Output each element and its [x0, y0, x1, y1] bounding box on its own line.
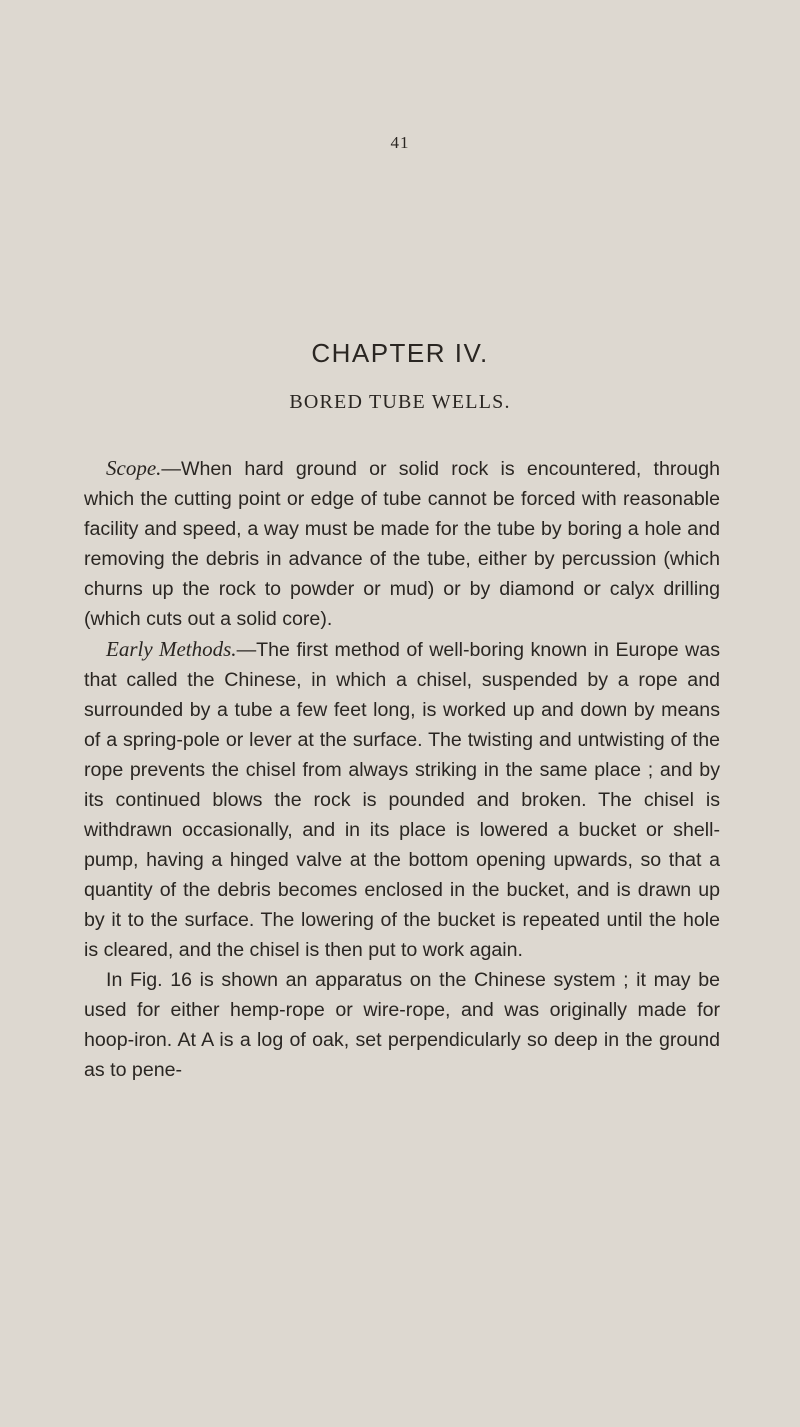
paragraph-text: —The first method of well-boring known in Europe was that called the Chinese, in which a chisel, suspended by a rope and surrounded by a tube a few feet long, is worked up and down by means of a spring-pole or lever at the surface. The twisting and untwisting of the rope prevents the chisel from always striking in the same place ; and by its continued blows the rock is pounded and broken. The chisel is withdrawn occasionally, and in its place is lowered a bucket or shell-pump, having a hinged valve at the bottom opening upwards, so that a quantity of the debris becomes enclosed in the bucket, and is drawn up by it to the surface. The lowering of the bucket is repeated until the hole is cleared, and the chisel is then put to work again.	[84, 639, 720, 961]
chapter-heading: CHAPTER IV.	[311, 338, 489, 368]
paragraph-early-methods	[84, 634, 720, 965]
paragraph-text: —When hard ground or solid rock is encountered, through which the cutting point or edge of tube cannot be forced with reasonable facility and speed, a way must be made for the tube by boring a hole and removing the debris in advance of the tube, either by percussion (which churns up the rock to powder or mud) or by diamond or calyx drilling (which cuts out a solid core).	[84, 458, 720, 630]
runin-heading: Early Methods.	[106, 637, 237, 661]
runin-heading: Scope.	[106, 456, 162, 480]
body-text	[84, 453, 720, 1085]
paragraph-fig-16	[84, 965, 720, 1085]
paragraph-text: In Fig. 16 is shown an apparatus on the Chinese system ; it may be used for either hemp-rope or wire-rope, and was originally made for hoop-iron. At A is a log of oak, set perpendicularly so deep in the ground as to pene-	[84, 969, 720, 1081]
paragraph-scope	[84, 453, 720, 634]
page-number: 41	[390, 133, 410, 152]
section-title: BORED TUBE WELLS.	[289, 391, 511, 413]
